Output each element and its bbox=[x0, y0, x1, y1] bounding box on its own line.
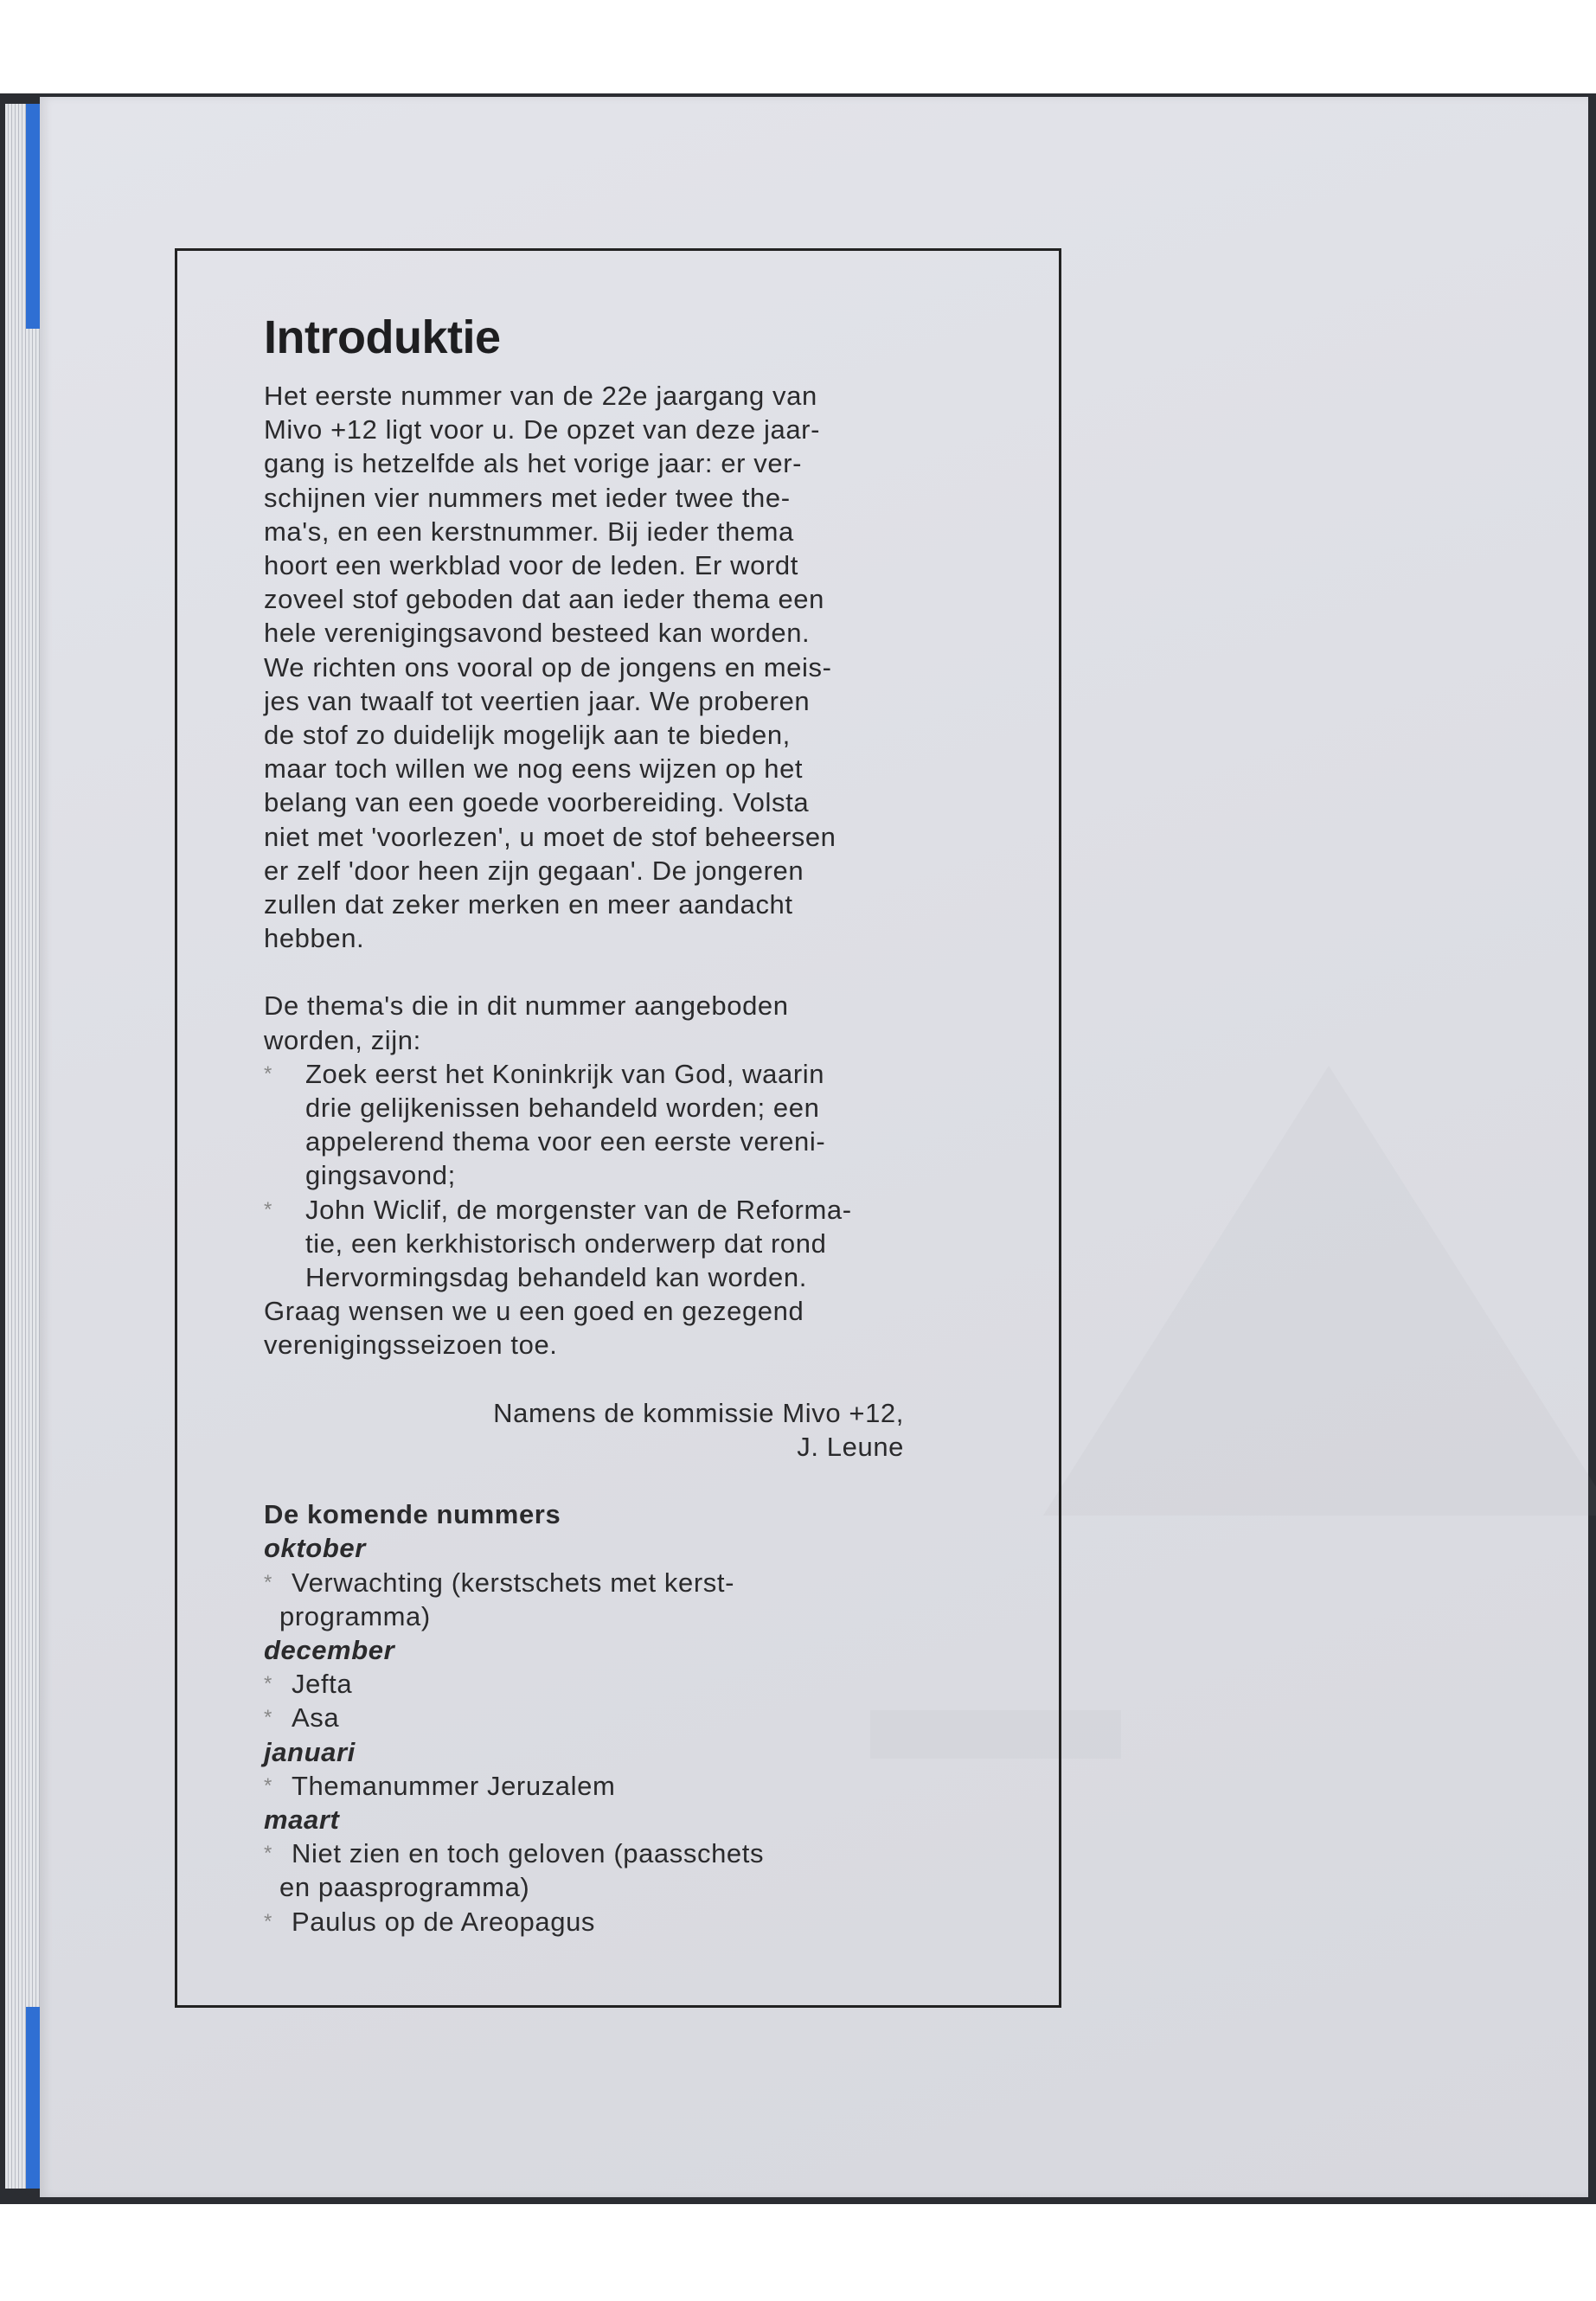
theme-item bbox=[264, 1057, 904, 1193]
text-line: de stof zo duidelijk mogelijk aan te bieden, bbox=[264, 720, 791, 751]
asterisk-icon: * bbox=[264, 1773, 272, 1798]
text-line: jes van twaalf tot veertien jaar. We proberen bbox=[264, 685, 811, 716]
bleed-through-shape bbox=[1043, 1066, 1596, 1516]
text-line: tie, een kerkhistorisch onderwerp dat rond bbox=[305, 1227, 827, 1259]
text-line: schijnen vier nummers met ieder twee the- bbox=[264, 482, 791, 513]
article-title: Introduktie bbox=[264, 311, 501, 363]
page-edges bbox=[5, 104, 40, 2189]
text-line: maar toch willen we nog eens wijzen op het bbox=[264, 753, 804, 785]
text-line: en paasprogramma) bbox=[279, 1872, 530, 1903]
text-line: Verwachting (kerstschets met kerst- bbox=[292, 1567, 734, 1598]
issue-item bbox=[264, 1667, 904, 1701]
text-line: Jefta bbox=[292, 1669, 353, 1700]
text-line: Mivo +12 ligt voor u. De opzet van deze jaar- bbox=[264, 414, 821, 445]
text-line: appelerend thema voor een eerste vereni- bbox=[305, 1126, 826, 1157]
issue-item bbox=[264, 1769, 904, 1803]
introduction-article bbox=[264, 311, 904, 1939]
text-line: er zelf 'door heen zijn gegaan'. De jongeren bbox=[264, 855, 804, 886]
signature bbox=[264, 1396, 904, 1464]
themes-section bbox=[264, 989, 904, 1362]
upcoming-issues bbox=[264, 1497, 904, 1939]
text-line: John Wiclif, de morgenster van de Reforma- bbox=[305, 1194, 852, 1225]
text-line: Paulus op de Areopagus bbox=[292, 1906, 596, 1937]
text-line: gang is hetzelfde als het vorige jaar: er ver- bbox=[264, 448, 803, 479]
text-line: Niet zien en toch geloven (paasschets bbox=[292, 1838, 765, 1869]
spine-tab-top bbox=[26, 104, 40, 329]
text-line: Het eerste nummer van de 22e jaargang van bbox=[264, 381, 817, 411]
text-line: Themanummer Jeruzalem bbox=[292, 1770, 616, 1801]
intro-paragraph bbox=[264, 379, 904, 955]
text-line: De thema's die in dit nummer aangeboden bbox=[264, 990, 789, 1022]
text-line: niet met 'voorlezen', u moet de stof beheersen bbox=[264, 821, 836, 852]
asterisk-icon: * bbox=[264, 1570, 272, 1594]
spine-tab-bottom bbox=[26, 2007, 40, 2189]
text-line: hoort een werkblad voor de leden. Er wordt bbox=[264, 550, 798, 581]
text-line: worden, zijn: bbox=[264, 1024, 421, 1055]
asterisk-icon: * bbox=[264, 1672, 272, 1696]
text-line: We richten ons vooral op de jongens en meis- bbox=[264, 651, 832, 683]
asterisk-icon: * bbox=[264, 1197, 272, 1221]
signature-line: Namens de kommissie Mivo +12, bbox=[493, 1397, 904, 1428]
text-line: Hervormingsdag behandeld kan worden. bbox=[305, 1262, 807, 1293]
issue-item bbox=[264, 1701, 904, 1734]
text-line: hebben. bbox=[264, 923, 365, 954]
text-line: drie gelijkenissen behandeld worden; een bbox=[305, 1093, 820, 1124]
text-line: gingsavond; bbox=[305, 1160, 456, 1191]
text-line: hele verenigingsavond besteed kan worden. bbox=[264, 618, 811, 649]
text-line: zoveel stof geboden dat aan ieder thema een bbox=[264, 584, 824, 615]
issue-item bbox=[264, 1905, 904, 1939]
text-line: Asa bbox=[292, 1702, 340, 1734]
month-heading: oktober bbox=[264, 1533, 366, 1564]
section-heading: De komende nummers bbox=[264, 1499, 561, 1530]
text-line: ma's, en een kerstnummer. Bij ieder thema bbox=[264, 516, 794, 547]
text-line: programma) bbox=[279, 1600, 431, 1631]
theme-item bbox=[264, 1193, 904, 1295]
text-line: belang van een goede voorbereiding. Volsta bbox=[264, 787, 810, 818]
signature-name: J. Leune bbox=[797, 1431, 904, 1462]
month-heading: december bbox=[264, 1634, 395, 1665]
text-line: verenigingsseizoen toe. bbox=[264, 1330, 558, 1361]
text-line: zullen dat zeker merken en meer aandacht bbox=[264, 889, 793, 920]
month-heading: januari bbox=[264, 1736, 356, 1767]
asterisk-icon: * bbox=[264, 1061, 272, 1086]
issue-item bbox=[264, 1836, 904, 1870]
month-heading: maart bbox=[264, 1804, 340, 1835]
asterisk-icon: * bbox=[264, 1842, 272, 1866]
text-line: Zoek eerst het Koninkrijk van God, waarin bbox=[305, 1058, 825, 1089]
issue-item bbox=[264, 1566, 904, 1599]
text-line: Graag wensen we u een goed en gezegend bbox=[264, 1296, 804, 1327]
asterisk-icon: * bbox=[264, 1706, 272, 1730]
asterisk-icon: * bbox=[264, 1909, 272, 1933]
